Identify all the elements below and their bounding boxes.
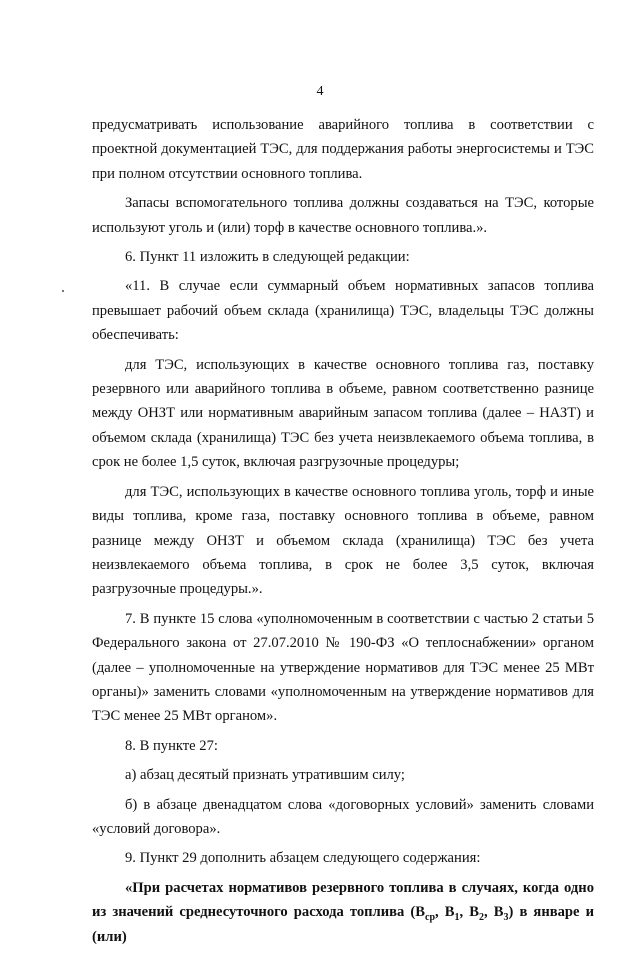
paragraph-reserve-fuel-calc: [92, 876, 594, 949]
paragraph-continuation: предусматривать использование аварийного топлива в соответствии с проектной документацией ТЭС, для поддержания работы энергосистемы и ТЭС при полном отсутствии основного топлива.: [92, 117, 594, 182]
formula-sep-3: , B: [484, 904, 504, 921]
subscript-cp: ср: [425, 912, 436, 924]
formula-sep-2: , B: [459, 904, 479, 921]
paragraph-auxiliary-fuel: Запасы вспомогательного топлива должны создаваться на ТЭС, которые используют уголь и (или) торф в качестве основного топлива.».: [92, 195, 594, 236]
subscript-3: 3: [503, 912, 509, 924]
formula-text-after: ) в январе и (или): [92, 904, 595, 945]
subscript-1: 1: [454, 912, 460, 924]
paragraph-item-8: 8. В пункте 27:: [125, 737, 218, 754]
paragraph-coal-tes: для ТЭС, использующих в качестве основного топлива уголь, торф и иные виды топлива, кроме газа, поставку основного топлива в объеме, равном разнице между ОНЗТ и объемом склада (хранилища) ТЭС без учета неизвлекаемого объема топлива, в срок не более 3,5 суток, включая разгрузочные процедуры.».: [92, 483, 594, 598]
scan-speck: [62, 290, 64, 292]
page-number: 4: [316, 84, 324, 99]
paragraph-item-9: 9. Пункт 29 дополнить абзацем следующего содержания:: [125, 850, 481, 867]
paragraph-clause-11: «11. В случае если суммарный объем нормативных запасов топлива превышает рабочий объем склада (хранилища) ТЭС, владельцы ТЭС должны обеспечивать:: [92, 278, 594, 344]
subscript-2: 2: [479, 912, 484, 924]
paragraph-item-8a: а) абзац десятый признать утратившим силу;: [125, 767, 405, 784]
paragraph-item-7: 7. В пункте 15 слова «уполномоченным в соответствии с частью 2 статьи 5 Федерального закона от 27.07.2010 № 190-ФЗ «О теплоснабжении» органом (далее – уполномоченные на утверждение нормативов для ТЭС менее 25 МВт органы)» заменить словами «уполномоченным на утверждение нормативов для ТЭС менее 25 МВт органом».: [92, 610, 594, 725]
formula-sep-1: , B: [435, 904, 455, 921]
paragraph-gas-tes: для ТЭС, использующих в качестве основного топлива газ, поставку резервного или аварийного топлива в объеме, равном соответственно разнице между ОНЗТ или нормативным аварийным запасом топлива (далее – НАЗТ) и объемом склада (хранилища) ТЭС без учета неизвлекаемого объема топлива, в срок не более 1,5 суток, включая разгрузочные процедуры;: [92, 356, 594, 471]
paragraph-item-6: 6. Пункт 11 изложить в следующей редакции:: [125, 249, 410, 266]
document-body: [92, 113, 594, 954]
paragraph-item-8b: б) в абзаце двенадцатом слова «договорных условий» заменить словами «условий договора».: [92, 796, 594, 837]
formula-text-before: «При расчетах нормативов резервного топлива в случаях, когда одно из значений среднесуточного расхода топлива (B: [92, 879, 594, 921]
